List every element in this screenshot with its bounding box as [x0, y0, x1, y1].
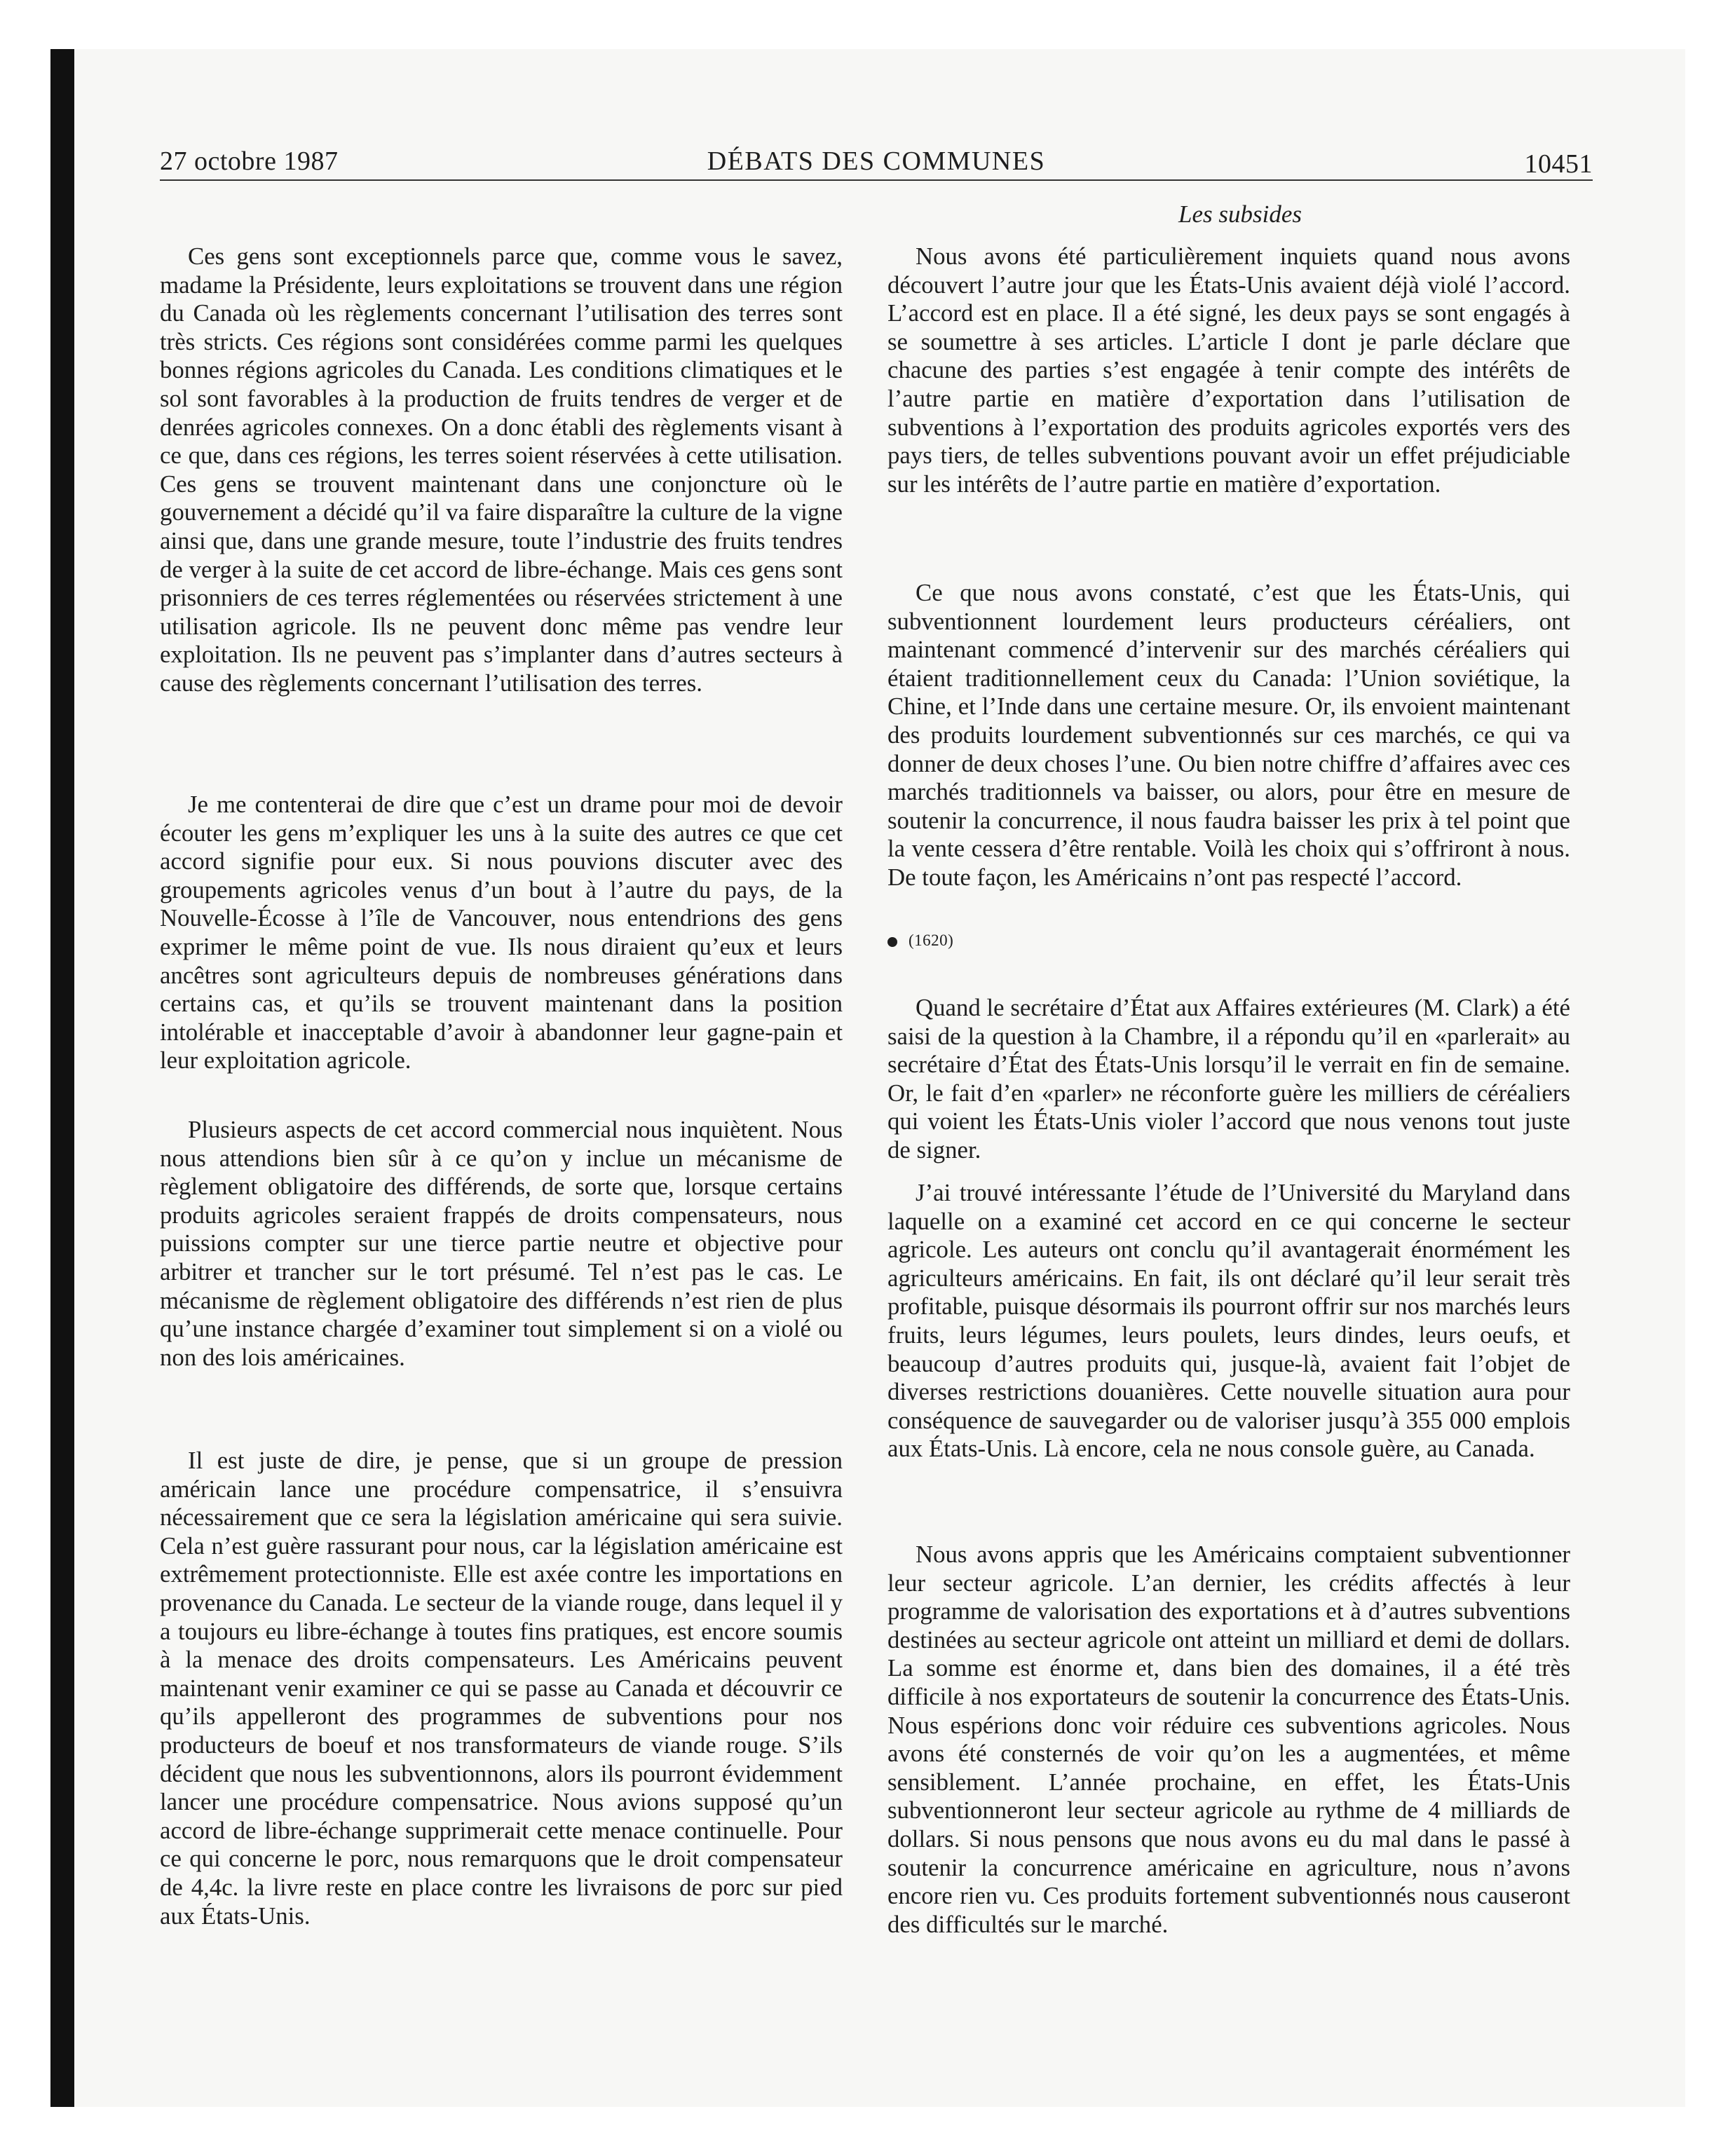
paragraph: Ces gens sont exceptionnels parce que, comme vous le savez, madame la Présidente, leurs exploitations se trouvent dans une région du Canada où les règlements concernant l’utilisation des terres sont très stricts. Ces régions sont considérées comme parmi les quelques bonnes régions agricoles du Canada. Les conditions climatiques et le sol sont favorables à la production de fruits tendres de verger et de denrées agricoles connexes. On a donc établi des règlements visant à ce que, dans ces régions, les terres soient réservées à cette utilisation. Ces gens se trouvent maintenant dans une conjoncture où le gouvernement a décidé qu’il va faire disparaître la culture de la vigne ainsi que, dans une grande mesure, toute l’industrie des fruits tendres de verger à la suite de cet accord de libre-échange. Mais ces gens sont prisonniers de ces terres réglementées ou réservées strictement à une utilisation agricole. Ils ne peuvent donc même pas vendre leur exploitation. Ils ne peuvent pas s’implanter dans d’autres secteurs à cause des règlements concernant l’utilisation des terres. — [160, 243, 843, 697]
left-column — [160, 1116, 843, 1372]
right-column — [887, 994, 1570, 1165]
time-marker — [887, 927, 1570, 955]
paragraph: Plusieurs aspects de cet accord commercial nous inquiètent. Nous nous attendions bien sûr à ce qu’on y inclue un mécanisme de règlement obligatoire des différends, de sorte que, lorsque certains produits agricoles seraient frappés de droits compensateurs, nous puissions compter sur une tierce partie neutre et objective pour arbitrer et trancher sur le tort présumé. Tel n’est pas le cas. Le mécanisme de règlement obligatoire des différends n’est rien de plus qu’une instance chargée d’examiner tout simplement si on a violé ou non des lois américaines. — [160, 1116, 843, 1371]
paragraph: Nous avons appris que les Américains comptaient subventionner leur secteur agricole. L’an dernier, les crédits affectés à leur programme de valorisation des exportations et à d’autres subventions destinées au secteur agricole ont atteint un milliard et demi de dollars. La somme est énorme et, dans bien des domaines, il a été très difficile à nos exportateurs de soutenir la concurrence des États-Unis. Nous espérions donc voir réduire ces subventions agricoles. Nous avons été consternés de voir qu’on les a augmentées, et même sensiblement. L’année prochaine, en effet, les États-Unis subventionneront leur secteur agricole au rythme de 4 milliards de dollars. Si nous pensons que nous avons eu du mal dans le passé à soutenir la concurrence américaine en agriculture, nous n’avons encore rien vu. Ces produits fortement subventionnés nous causeront des difficultés sur le marché. — [887, 1541, 1570, 1938]
header-title: DÉBATS DES COMMUNES — [707, 146, 1046, 176]
right-column — [887, 243, 1570, 498]
paragraph: Je me contenterai de dire que c’est un drame pour moi de devoir écouter les gens m’expliquer les uns à la suite des autres ce que cet accord signifie pour eux. Si nous pouvions discuter avec des groupements agricoles venus d’un bout à l’autre du pays, de la Nouvelle-Écosse à l’île de Vancouver, nous entendrions des gens exprimer le même point de vue. Ils nous diraient qu’eux et leurs ancêtres sont agriculteurs depuis de nombreuses générations dans certains cas, et qu’ils se trouvent maintenant dans la position intolérable et inacceptable d’avoir à abandonner leur gagne-pain et leur exploitation agricole. — [160, 791, 843, 1074]
paragraph: Quand le secrétaire d’État aux Affaires extérieures (M. Clark) a été saisi de la question à la Chambre, il a répondu qu’il en «parlerait» au secrétaire d’État des États-Unis lorsqu’il le verrait en fin de semaine. Or, le fait d’en «parler» ne réconforte guère les milliers de céréaliers qui voient les États-Unis violer l’accord que nous venons tout juste de signer. — [887, 994, 1570, 1164]
page-header — [160, 146, 1593, 182]
left-column — [160, 791, 843, 1075]
header-rule — [160, 179, 1593, 181]
paragraph: Nous avons été particulièrement inquiets quand nous avons découvert l’autre jour que les États-Unis avaient déjà violé l’accord. L’accord est en place. Il a été signé, les deux pays se sont engagés à se soumettre à ses articles. L’article I dont je parle déclare que chacune des parties s’est engagée à tenir compte des intérêts de l’autre partie en matière d’exportation dans l’utilisation de subventions à l’exportation des produits agricoles exportés vers des pays tiers, de telles subventions pouvant avoir un effet préjudiciable sur les intérêts de l’autre partie en matière d’exportation. — [887, 243, 1570, 498]
left-column — [160, 243, 843, 698]
right-column — [887, 1541, 1570, 1939]
paragraph: Il est juste de dire, je pense, que si un groupe de pression américain lance une procédure compensatrice, il s’ensuivra nécessairement que ce sera la législation américaine qui sera suivie. Cela n’est guère rassurant pour nous, car la législation américaine est extrêmement protectionniste. Elle est axée contre les importations en provenance du Canada. Le secteur de la viande rouge, dans lequel il y a toujours eu libre-échange à toutes fins pratiques, est encore soumis à la menace des droits compensateurs. Les Américains peuvent maintenant venir examiner ce qui se passe au Canada et découvrir ce qu’ils appelleront des programmes de subventions pour nos producteurs de boeuf et nos transformateurs de viande rouge. S’ils décident que nous les subventionnons, alors ils pourront évidemment lancer une procédure compensatrice. Nous avions supposé qu’un accord de libre-échange supprimerait cette menace continuelle. Pour ce qui concerne le porc, nous remarquons que le droit compensateur de 4,4c. la livre reste en place contre les livraisons de porc sur pied aux États-Unis. — [160, 1447, 843, 1930]
section-title: Les subsides — [1178, 200, 1302, 228]
bullet-icon — [887, 937, 897, 947]
paragraph: J’ai trouvé intéressante l’étude de l’Université du Maryland dans laquelle on a examiné cet accord en ce qui concerne le secteur agricole. Les auteurs ont conclu qu’il avantagerait énormément les agriculteurs américains. En fait, ils ont déclaré qu’il leur serait très profitable, puisque désormais ils pourront offrir sur nos marchés leurs fruits, leurs légumes, leurs poulets, leurs dindes, leurs oeufs, et beaucoup d’autres produits qui, jusque-là, avaient fait l’objet de diverses restrictions douanières. Cette nouvelle situation aura pour conséquence de sauvegarder ou de valoriser jusqu’à 355 000 emplois aux États-Unis. Là encore, cela ne nous console guère, au Canada. — [887, 1179, 1570, 1463]
right-column — [887, 1179, 1570, 1464]
binding-edge — [50, 49, 74, 2107]
right-column — [887, 579, 1570, 892]
left-column — [160, 1447, 843, 1930]
header-date: 27 octobre 1987 — [160, 146, 339, 176]
time-marker-text: (1620) — [909, 932, 954, 949]
page-number: 10451 — [1524, 149, 1593, 179]
paragraph: Ce que nous avons constaté, c’est que les États-Unis, qui subventionnent lourdement leurs producteurs céréaliers, ont maintenant commencé d’intervenir sur des marchés céréaliers qui étaient traditionnellement ceux du Canada: l’Union soviétique, la Chine, et l’Inde dans une certaine mesure. Or, ils envoient maintenant des produits lourdement subventionnés sur ces marchés, ce qui va donner de deux choses l’une. Ou bien notre chiffre d’affaires avec ces marchés traditionnels va baisser, ou alors, pour être en mesure de soutenir la concurrence, il nous faudra baisser les prix à tel point que la vente cessera d’être rentable. Voilà les choix qui s’offriront à nous. De toute façon, les Américains n’ont pas respecté l’accord. — [887, 579, 1570, 891]
